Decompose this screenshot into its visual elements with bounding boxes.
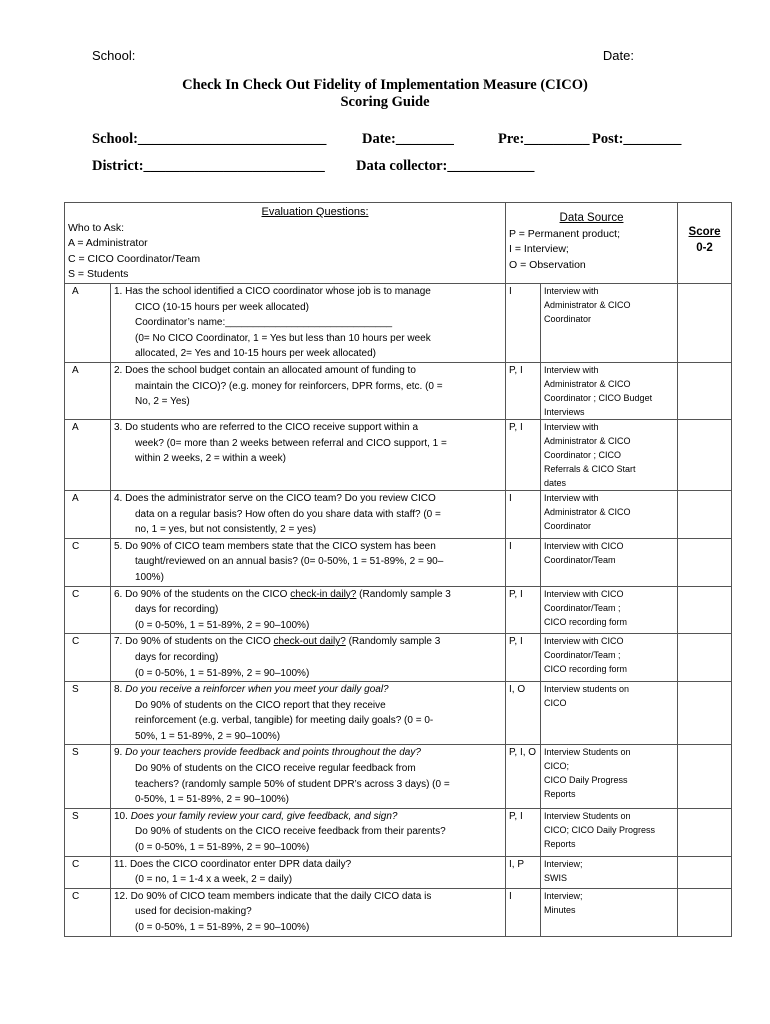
question-line: No, 2 = Yes) bbox=[135, 396, 190, 408]
evidence-line: Coordinator bbox=[544, 520, 592, 531]
table-row bbox=[65, 586, 732, 634]
evidence-cell bbox=[541, 362, 678, 419]
table-row bbox=[65, 682, 732, 745]
who-students: S = Students bbox=[68, 268, 129, 281]
evidence-line: Interview; bbox=[544, 858, 583, 869]
question-line: teachers? (randomly sample 50% of student DPR’s across 3 days) (0 = bbox=[135, 778, 450, 790]
data-source-cell: I, P bbox=[506, 856, 541, 888]
table-row bbox=[65, 745, 732, 808]
evidence-line: Coordinator/Team ; bbox=[544, 602, 621, 613]
question-text: 6. Do 90% of the students on the CICO bbox=[114, 588, 291, 600]
score-range: 0-2 bbox=[696, 241, 713, 254]
question-number: 9. bbox=[114, 747, 126, 759]
who-to-ask-cell: A bbox=[65, 284, 111, 363]
question-line: data on a regular basis? How often do you share data with staff? (0 = bbox=[135, 508, 441, 520]
question-line: (0 = 0-50%, 1 = 51-89%, 2 = 90–100%) bbox=[135, 619, 310, 631]
evidence-cell bbox=[541, 888, 678, 936]
question-cell bbox=[111, 538, 506, 586]
data-source-cell: I bbox=[506, 888, 541, 936]
evidence-line: Administrator & CICO bbox=[544, 300, 631, 310]
question-first-line: 3. Do students who are referred to the CICO receive support within a bbox=[114, 421, 419, 433]
evidence-line: Interview Students on bbox=[544, 810, 631, 821]
data-source-permanent: P = Permanent product; bbox=[509, 227, 621, 240]
table-row bbox=[65, 888, 732, 936]
header-school-label: School: bbox=[92, 48, 136, 63]
who-to-ask-cell: C bbox=[65, 538, 111, 586]
question-line: Do 90% of students on the CICO receive feedback from their parents? bbox=[135, 826, 446, 838]
district-field[interactable]: District:_________________________ bbox=[92, 158, 325, 174]
table-row bbox=[65, 538, 732, 586]
data-source-observation: O = Observation bbox=[509, 258, 586, 271]
evidence-line: Coordinator bbox=[544, 314, 592, 324]
scoring-table bbox=[64, 202, 732, 937]
score-header bbox=[678, 203, 732, 284]
pre-field[interactable]: Pre:_________ bbox=[498, 131, 590, 147]
question-cell bbox=[111, 284, 506, 363]
data-source-cell: P, I bbox=[506, 634, 541, 682]
data-source-cell: P, I bbox=[506, 808, 541, 856]
question-line: (0 = 0-50%, 1 = 51-89%, 2 = 90–100%) bbox=[135, 842, 310, 854]
evidence-line: Interview; bbox=[544, 890, 583, 901]
data-source-cell: I bbox=[506, 538, 541, 586]
question-emphasis: check-out daily? bbox=[273, 636, 346, 648]
evidence-line: Administrator & CICO bbox=[544, 435, 631, 446]
evidence-line: CICO recording form bbox=[544, 664, 628, 675]
evidence-line: Interview with bbox=[544, 492, 599, 503]
title-line-2: Scoring Guide bbox=[340, 94, 430, 110]
question-line: week? (0= more than 2 weeks between referral and CICO support, 1 = bbox=[135, 437, 447, 449]
evidence-line: CICO; CICO Daily Progress bbox=[544, 824, 656, 835]
question-first-line bbox=[114, 682, 502, 698]
table-header-row bbox=[65, 203, 732, 284]
question-line: reinforcement (e.g. verbal, tangible) for meeting daily goals? (0 = 0- bbox=[135, 715, 434, 727]
evidence-cell bbox=[541, 808, 678, 856]
score-cell[interactable] bbox=[678, 634, 732, 682]
question-line: maintain the CICO)? (e.g. money for reinforcers, DPR forms, etc. (0 = bbox=[135, 380, 443, 392]
evidence-line: CICO bbox=[544, 698, 567, 709]
evidence-line: CICO Daily Progress bbox=[544, 775, 628, 786]
score-cell[interactable] bbox=[678, 284, 732, 363]
score-cell[interactable] bbox=[678, 362, 732, 419]
evidence-cell bbox=[541, 634, 678, 682]
question-line: CICO (10-15 hours per week allocated) bbox=[135, 301, 309, 313]
question-first-line: 4. Does the administrator serve on the CICO team? Do you review CICO bbox=[114, 492, 436, 504]
question-first-line: 5. Do 90% of CICO team members state that the CICO system has been bbox=[114, 540, 436, 552]
evidence-line: Interview with CICO bbox=[544, 588, 624, 599]
question-first-line: 1. Has the school identified a CICO coordinator whose job is to manage bbox=[114, 286, 431, 297]
question-first-line bbox=[114, 809, 502, 825]
evidence-cell bbox=[541, 682, 678, 745]
question-line: taught/reviewed on an annual basis? (0= 0-50%, 1 = 51-89%, 2 = 90– bbox=[135, 556, 444, 568]
evidence-line: Interview with CICO bbox=[544, 540, 624, 551]
data-source-header bbox=[506, 203, 678, 284]
questions-header bbox=[65, 203, 506, 284]
question-line: 0-50%, 1 = 51-89%, 2 = 90–100%) bbox=[135, 794, 289, 806]
evidence-line: Interview students on bbox=[544, 684, 630, 695]
question-emphasis: check-in daily? bbox=[290, 588, 357, 600]
data-source-cell: I bbox=[506, 490, 541, 538]
student-question: Do you receive a reinforcer when you meet your daily goal? bbox=[125, 684, 389, 696]
evidence-line: Interview with bbox=[544, 421, 599, 432]
evidence-line: Coordinator ; CICO Budget bbox=[544, 392, 653, 403]
data-source-cell: I, O bbox=[506, 682, 541, 745]
who-to-ask-cell: A bbox=[65, 419, 111, 490]
evidence-line: Coordinator ; CICO bbox=[544, 449, 622, 460]
table-row bbox=[65, 490, 732, 538]
evidence-cell bbox=[541, 284, 678, 363]
evidence-line: SWIS bbox=[544, 872, 568, 883]
score-cell[interactable] bbox=[678, 586, 732, 634]
question-line: (0 = 0-50%, 1 = 51-89%, 2 = 90–100%) bbox=[135, 922, 310, 933]
student-question: Does your family review your card, give feedback, and sign? bbox=[130, 810, 398, 822]
question-first-line bbox=[114, 745, 502, 761]
evidence-line: Referrals & CICO Start bbox=[544, 463, 636, 474]
table-row bbox=[65, 362, 732, 419]
score-heading: Score bbox=[688, 226, 721, 238]
table-row bbox=[65, 808, 732, 856]
question-text: (Randomly sample 3 bbox=[356, 588, 451, 600]
evidence-line: Minutes bbox=[544, 904, 576, 915]
data-collector-field[interactable]: Data collector:____________ bbox=[356, 158, 535, 174]
evidence-cell bbox=[541, 745, 678, 808]
question-line: days for recording) bbox=[135, 651, 219, 663]
who-to-ask-cell: S bbox=[65, 808, 111, 856]
evidence-cell bbox=[541, 538, 678, 586]
question-line: (0 = 0-50%, 1 = 51-89%, 2 = 90–100%) bbox=[135, 667, 310, 679]
score-cell[interactable] bbox=[678, 808, 732, 856]
post-field[interactable]: Post:________ bbox=[592, 131, 682, 147]
question-line: 100%) bbox=[135, 571, 164, 583]
who-to-ask-cell: C bbox=[65, 586, 111, 634]
question-cell bbox=[111, 856, 506, 888]
question-cell bbox=[111, 362, 506, 419]
evidence-cell bbox=[541, 490, 678, 538]
student-question: Do your teachers provide feedback and points throughout the day? bbox=[125, 747, 421, 759]
score-cell[interactable] bbox=[678, 490, 732, 538]
question-number: 10. bbox=[114, 810, 131, 822]
data-source-cell: P, I bbox=[506, 362, 541, 419]
evidence-line: Administrator & CICO bbox=[544, 506, 631, 517]
question-cell bbox=[111, 682, 506, 745]
data-source-cell: P, I, O bbox=[506, 745, 541, 808]
evidence-line: CICO recording form bbox=[544, 616, 628, 627]
who-to-ask-cell: S bbox=[65, 682, 111, 745]
question-first-line bbox=[114, 587, 502, 603]
who-administrator: A = Administrator bbox=[68, 237, 148, 250]
data-source-cell: P, I bbox=[506, 419, 541, 490]
question-line: no, 1 = yes, but not consistently, 2 = yes) bbox=[135, 524, 317, 536]
score-cell[interactable] bbox=[678, 419, 732, 490]
evidence-line: CICO; bbox=[544, 761, 570, 772]
question-first-line: 12. Do 90% of CICO team members indicate that the daily CICO data is bbox=[114, 890, 432, 902]
evidence-line: Reports bbox=[544, 838, 576, 849]
evidence-line: Interview with bbox=[544, 286, 599, 296]
evidence-line: Interview with CICO bbox=[544, 636, 624, 647]
who-to-ask-heading: Who to Ask: bbox=[68, 221, 125, 234]
question-cell bbox=[111, 808, 506, 856]
table-row bbox=[65, 856, 732, 888]
table-row bbox=[65, 419, 732, 490]
table-row bbox=[65, 634, 732, 682]
who-to-ask-cell: C bbox=[65, 634, 111, 682]
score-cell[interactable] bbox=[678, 682, 732, 745]
document-title bbox=[0, 77, 770, 111]
question-line: Coordinator’s name:______________________________ bbox=[135, 317, 393, 329]
question-cell bbox=[111, 745, 506, 808]
question-first-line: 2. Does the school budget contain an allocated amount of funding to bbox=[114, 364, 416, 376]
question-cell bbox=[111, 586, 506, 634]
question-line: used for decision-making? bbox=[135, 906, 252, 918]
evidence-line: dates bbox=[544, 477, 567, 488]
who-to-ask-cell: C bbox=[65, 856, 111, 888]
evidence-line: Interview with bbox=[544, 364, 599, 375]
evidence-line: Coordinator/Team ; bbox=[544, 650, 621, 661]
question-line: (0= No CICO Coordinator, 1 = Yes but less than 10 hours per week bbox=[135, 332, 431, 344]
question-line: within 2 weeks, 2 = within a week) bbox=[135, 453, 286, 465]
who-to-ask-cell: A bbox=[65, 362, 111, 419]
data-source-heading: Data Source bbox=[559, 212, 624, 224]
who-to-ask-cell: C bbox=[65, 888, 111, 936]
score-cell[interactable] bbox=[678, 745, 732, 808]
who-coordinator: C = CICO Coordinator/Team bbox=[68, 252, 201, 265]
question-line: days for recording) bbox=[135, 604, 219, 616]
school-field[interactable]: School:__________________________ bbox=[92, 131, 327, 147]
evidence-line: Administrator & CICO bbox=[544, 378, 631, 389]
score-cell[interactable] bbox=[678, 888, 732, 936]
title-line-1: Check In Check Out Fidelity of Implementation Measure (CICO) bbox=[182, 77, 588, 93]
who-to-ask-cell: A bbox=[65, 490, 111, 538]
question-first-line: 11. Does the CICO coordinator enter DPR data daily? bbox=[114, 858, 352, 870]
evaluation-questions-heading: Evaluation Questions: bbox=[261, 206, 369, 218]
evidence-cell bbox=[541, 419, 678, 490]
score-cell[interactable] bbox=[678, 538, 732, 586]
question-cell bbox=[111, 490, 506, 538]
question-line: 50%, 1 = 51-89%, 2 = 90–100%) bbox=[135, 730, 281, 742]
question-line: Do 90% of students on the CICO receive regular feedback from bbox=[135, 763, 416, 775]
data-source-cell: I bbox=[506, 284, 541, 363]
question-line: allocated, 2= Yes and 10-15 hours per week allocated) bbox=[135, 348, 377, 360]
table-row bbox=[65, 284, 732, 363]
evidence-line: Reports bbox=[544, 789, 576, 800]
question-text: 7. Do 90% of students on the CICO bbox=[114, 636, 274, 648]
date-field[interactable]: Date:________ bbox=[362, 131, 454, 147]
question-cell bbox=[111, 888, 506, 936]
evidence-line: Interview Students on bbox=[544, 747, 631, 758]
question-number: 8. bbox=[114, 684, 126, 696]
data-source-interview: I = Interview; bbox=[509, 243, 569, 256]
header-date-label: Date: bbox=[602, 48, 634, 63]
question-text: (Randomly sample 3 bbox=[345, 636, 441, 648]
question-line: Do 90% of students on the CICO report that they receive bbox=[135, 699, 386, 711]
who-to-ask-cell: S bbox=[65, 745, 111, 808]
data-source-cell: P, I bbox=[506, 586, 541, 634]
evidence-line: Interviews bbox=[544, 406, 585, 417]
question-cell bbox=[111, 419, 506, 490]
evidence-cell bbox=[541, 586, 678, 634]
question-cell bbox=[111, 634, 506, 682]
score-cell[interactable] bbox=[678, 856, 732, 888]
evidence-line: Coordinator/Team bbox=[544, 554, 616, 565]
question-first-line bbox=[114, 634, 502, 650]
question-line: (0 = no, 1 = 1-4 x a week, 2 = daily) bbox=[135, 874, 293, 886]
evidence-cell bbox=[541, 856, 678, 888]
